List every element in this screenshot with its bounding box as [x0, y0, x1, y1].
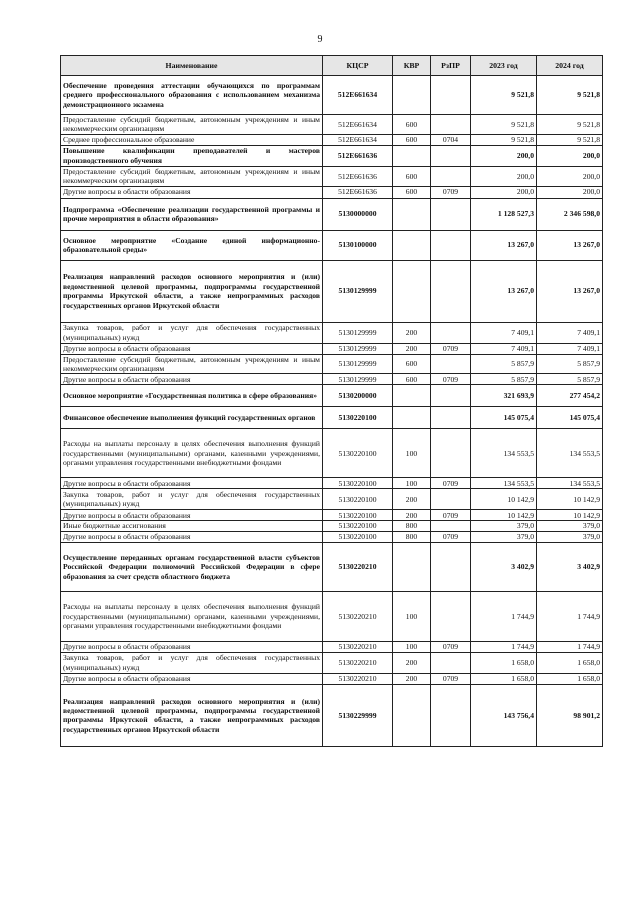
cell-kvr: 800: [393, 531, 431, 542]
cell-2024: 9 521,8: [537, 76, 603, 115]
cell-name: Осуществление переданных органам государственной власти субъектов Российской Федерации полномочий Российской Федерации в сфере образования за счет средств областного бюджета: [61, 542, 323, 591]
cell-rzpr: [431, 542, 471, 591]
cell-2023: 9 521,8: [471, 76, 537, 115]
cell-2024: 7 409,1: [537, 343, 603, 354]
cell-2023: 321 693,9: [471, 385, 537, 407]
cell-rzpr: 0709: [431, 478, 471, 489]
cell-2023: 379,0: [471, 531, 537, 542]
cell-2024: 200,0: [537, 145, 603, 166]
cell-name: Другие вопросы в области образования: [61, 531, 323, 542]
table-row: [61, 166, 603, 186]
cell-name: Повышение квалификации преподавателей и мастеров производственного обучения: [61, 145, 323, 166]
cell-name: Закупка товаров, работ и услуг для обеспечения государственных (муниципальных) нужд: [61, 489, 323, 510]
cell-rzpr: [431, 407, 471, 429]
cell-kcsr: 512E661636: [323, 186, 393, 198]
cell-2023: 3 402,9: [471, 542, 537, 591]
cell-2024: 7 409,1: [537, 322, 603, 343]
cell-rzpr: [431, 591, 471, 641]
cell-name: Среднее профессиональное образование: [61, 134, 323, 145]
cell-rzpr: 0709: [431, 531, 471, 542]
cell-name: Другие вопросы в области образования: [61, 186, 323, 198]
cell-name: Другие вопросы в области образования: [61, 374, 323, 385]
cell-2023: 9 521,8: [471, 134, 537, 145]
column-header-rzpr: РзПР: [431, 56, 471, 76]
cell-kvr: 200: [393, 489, 431, 510]
cell-kcsr: 512E661634: [323, 76, 393, 115]
cell-2024: 9 521,8: [537, 115, 603, 135]
table-row: [61, 407, 603, 429]
table-row: [61, 531, 603, 542]
cell-2024: 134 553,5: [537, 478, 603, 489]
cell-2024: 5 857,9: [537, 374, 603, 385]
cell-kvr: [393, 407, 431, 429]
cell-name: Основное мероприятие «Создание единой информационно-образовательной среды»: [61, 230, 323, 260]
cell-kvr: 100: [393, 478, 431, 489]
cell-kcsr: 512E661636: [323, 166, 393, 186]
cell-kcsr: 5130220100: [323, 531, 393, 542]
cell-2023: 1 744,9: [471, 641, 537, 652]
table-row: [61, 374, 603, 385]
table-row: [61, 673, 603, 684]
cell-2024: 200,0: [537, 166, 603, 186]
cell-2024: 1 744,9: [537, 591, 603, 641]
cell-name: Другие вопросы в области образования: [61, 641, 323, 652]
cell-2024: 379,0: [537, 521, 603, 531]
cell-kcsr: 5130220210: [323, 673, 393, 684]
cell-2024: 5 857,9: [537, 354, 603, 374]
cell-2023: 1 658,0: [471, 652, 537, 673]
cell-kcsr: 5130220210: [323, 641, 393, 652]
cell-2024: 1 744,9: [537, 641, 603, 652]
cell-kvr: 200: [393, 673, 431, 684]
cell-kcsr: 5130220210: [323, 652, 393, 673]
column-header-name: Наименование: [61, 56, 323, 76]
table-row: [61, 115, 603, 135]
cell-name: Обеспечение проведения аттестации обучающихся по программам среднего профессионального образования с использованием механизма демонстрационного экзамена: [61, 76, 323, 115]
cell-2024: 1 658,0: [537, 652, 603, 673]
column-header-2023: 2023 год: [471, 56, 537, 76]
cell-name: Иные бюджетные ассигнования: [61, 521, 323, 531]
table-row: [61, 478, 603, 489]
cell-2023: 379,0: [471, 521, 537, 531]
cell-2023: 145 075,4: [471, 407, 537, 429]
cell-kvr: 100: [393, 641, 431, 652]
cell-2024: 13 267,0: [537, 230, 603, 260]
table-row: [61, 260, 603, 322]
cell-kcsr: 5130129999: [323, 354, 393, 374]
cell-kcsr: 5130100000: [323, 230, 393, 260]
cell-kcsr: 5130220100: [323, 510, 393, 521]
cell-rzpr: 0709: [431, 673, 471, 684]
cell-name: Предоставление субсидий бюджетным, автономным учреждениям и иным некоммерческим организациям: [61, 115, 323, 135]
cell-2024: 379,0: [537, 531, 603, 542]
cell-name: Закупка товаров, работ и услуг для обеспечения государственных (муниципальных) нужд: [61, 322, 323, 343]
cell-kvr: 600: [393, 115, 431, 135]
cell-name: Расходы на выплаты персоналу в целях обеспечения выполнения функций государственными (муниципальными) органами, казенными учреждениями, органами управления государственными внебюджетными фондами: [61, 591, 323, 641]
cell-2024: 10 142,9: [537, 510, 603, 521]
cell-rzpr: 0709: [431, 510, 471, 521]
cell-kvr: 100: [393, 591, 431, 641]
cell-2023: 134 553,5: [471, 478, 537, 489]
cell-kvr: [393, 542, 431, 591]
table-row: [61, 591, 603, 641]
cell-rzpr: [431, 354, 471, 374]
cell-kvr: [393, 230, 431, 260]
table-row: [61, 230, 603, 260]
cell-kvr: 200: [393, 652, 431, 673]
table-row: [61, 134, 603, 145]
cell-kvr: [393, 684, 431, 746]
cell-2023: 134 553,5: [471, 429, 537, 478]
table-row: [61, 684, 603, 746]
cell-name: Реализация направлений расходов основного мероприятия и (или) ведомственной целевой программы, подпрограммы государственной программы Иркутской области, а также непрограммных расходов государственных органов Иркутской области: [61, 684, 323, 746]
cell-2023: 10 142,9: [471, 510, 537, 521]
cell-2024: 277 454,2: [537, 385, 603, 407]
cell-rzpr: 0709: [431, 374, 471, 385]
cell-2023: 10 142,9: [471, 489, 537, 510]
cell-kvr: [393, 76, 431, 115]
cell-kvr: 200: [393, 510, 431, 521]
cell-name: Другие вопросы в области образования: [61, 510, 323, 521]
cell-kvr: 600: [393, 186, 431, 198]
table-row: [61, 385, 603, 407]
cell-rzpr: 0709: [431, 641, 471, 652]
cell-kcsr: 5130200000: [323, 385, 393, 407]
cell-2024: 98 901,2: [537, 684, 603, 746]
table-row: [61, 322, 603, 343]
cell-rzpr: [431, 166, 471, 186]
table-row: [61, 429, 603, 478]
table-row: [61, 542, 603, 591]
table-row: [61, 76, 603, 115]
cell-name: Расходы на выплаты персоналу в целях обеспечения выполнения функций государственными (муниципальными) органами, казенными учреждениями, органами управления государственными внебюджетными фондами: [61, 429, 323, 478]
cell-rzpr: [431, 76, 471, 115]
cell-kcsr: 5130129999: [323, 322, 393, 343]
cell-kvr: 800: [393, 521, 431, 531]
cell-2024: 3 402,9: [537, 542, 603, 591]
cell-rzpr: [431, 652, 471, 673]
cell-2023: 143 756,4: [471, 684, 537, 746]
cell-rzpr: 0704: [431, 134, 471, 145]
column-header-2024: 2024 год: [537, 56, 603, 76]
cell-2024: 134 553,5: [537, 429, 603, 478]
cell-kcsr: 512E661634: [323, 115, 393, 135]
table-row: [61, 343, 603, 354]
cell-kcsr: 5130000000: [323, 198, 393, 230]
cell-kcsr: 5130229999: [323, 684, 393, 746]
cell-kvr: [393, 198, 431, 230]
cell-kcsr: 5130220100: [323, 429, 393, 478]
table-row: [61, 641, 603, 652]
cell-kcsr: 5130220100: [323, 478, 393, 489]
page-number: 9: [317, 34, 323, 45]
cell-name: Предоставление субсидий бюджетным, автономным учреждениям и иным некоммерческим организациям: [61, 166, 323, 186]
cell-rzpr: [431, 489, 471, 510]
cell-rzpr: 0709: [431, 186, 471, 198]
cell-2023: 1 128 527,3: [471, 198, 537, 230]
cell-kvr: 600: [393, 354, 431, 374]
cell-2023: 9 521,8: [471, 115, 537, 135]
cell-name: Основное мероприятие «Государственная политика в сфере образования»: [61, 385, 323, 407]
cell-rzpr: [431, 145, 471, 166]
cell-kcsr: 5130220210: [323, 542, 393, 591]
cell-name: Другие вопросы в области образования: [61, 478, 323, 489]
column-header-kcsr: КЦСР: [323, 56, 393, 76]
cell-2024: 2 346 598,0: [537, 198, 603, 230]
cell-rzpr: [431, 230, 471, 260]
cell-2023: 7 409,1: [471, 322, 537, 343]
cell-rzpr: [431, 115, 471, 135]
cell-2024: 9 521,8: [537, 134, 603, 145]
cell-name: Предоставление субсидий бюджетным, автономным учреждениям и иным некоммерческим организациям: [61, 354, 323, 374]
table-row: [61, 354, 603, 374]
table-row: [61, 521, 603, 531]
table-row: [61, 186, 603, 198]
cell-name: Другие вопросы в области образования: [61, 343, 323, 354]
cell-kcsr: 5130129999: [323, 343, 393, 354]
column-header-kvr: КВР: [393, 56, 431, 76]
cell-kvr: 200: [393, 343, 431, 354]
cell-kvr: [393, 260, 431, 322]
cell-rzpr: [431, 260, 471, 322]
cell-name: Реализация направлений расходов основного мероприятия и (или) ведомственной целевой программы, подпрограммы государственной программы Иркутской области, а также непрограммных расходов государственных органов Иркутской области: [61, 260, 323, 322]
cell-kvr: 600: [393, 134, 431, 145]
table-row: [61, 198, 603, 230]
table-row: [61, 652, 603, 673]
cell-kvr: 600: [393, 166, 431, 186]
cell-2024: 10 142,9: [537, 489, 603, 510]
cell-kvr: 600: [393, 374, 431, 385]
cell-rzpr: [431, 322, 471, 343]
cell-2023: 1 744,9: [471, 591, 537, 641]
table-header-row: [61, 56, 603, 76]
cell-2023: 200,0: [471, 166, 537, 186]
cell-kcsr: 5130220100: [323, 407, 393, 429]
cell-2024: 13 267,0: [537, 260, 603, 322]
cell-2023: 13 267,0: [471, 230, 537, 260]
cell-rzpr: [431, 198, 471, 230]
cell-rzpr: [431, 385, 471, 407]
table-row: [61, 489, 603, 510]
cell-name: Закупка товаров, работ и услуг для обеспечения государственных (муниципальных) нужд: [61, 652, 323, 673]
cell-kcsr: 5130129999: [323, 260, 393, 322]
table-row: [61, 145, 603, 166]
cell-2023: 200,0: [471, 186, 537, 198]
cell-2023: 7 409,1: [471, 343, 537, 354]
budget-table: [60, 55, 603, 747]
cell-kvr: 100: [393, 429, 431, 478]
cell-kcsr: 512E661634: [323, 134, 393, 145]
cell-2023: 5 857,9: [471, 354, 537, 374]
cell-kcsr: 5130220100: [323, 489, 393, 510]
cell-name: Финансовое обеспечение выполнения функций государственных органов: [61, 407, 323, 429]
cell-2023: 1 658,0: [471, 673, 537, 684]
cell-rzpr: [431, 684, 471, 746]
cell-kvr: [393, 145, 431, 166]
cell-2024: 1 658,0: [537, 673, 603, 684]
cell-name: Подпрограмма «Обеспечение реализации государственной программы и прочие мероприятия в области образования»: [61, 198, 323, 230]
cell-2023: 5 857,9: [471, 374, 537, 385]
cell-kvr: 200: [393, 322, 431, 343]
cell-kcsr: 512E661636: [323, 145, 393, 166]
cell-rzpr: 0709: [431, 343, 471, 354]
cell-kcsr: 5130220210: [323, 591, 393, 641]
cell-rzpr: [431, 521, 471, 531]
cell-rzpr: [431, 429, 471, 478]
cell-2023: 200,0: [471, 145, 537, 166]
cell-name: Другие вопросы в области образования: [61, 673, 323, 684]
cell-kcsr: 5130129999: [323, 374, 393, 385]
cell-2023: 13 267,0: [471, 260, 537, 322]
table-row: [61, 510, 603, 521]
cell-kcsr: 5130220100: [323, 521, 393, 531]
cell-2024: 200,0: [537, 186, 603, 198]
cell-kvr: [393, 385, 431, 407]
cell-2024: 145 075,4: [537, 407, 603, 429]
